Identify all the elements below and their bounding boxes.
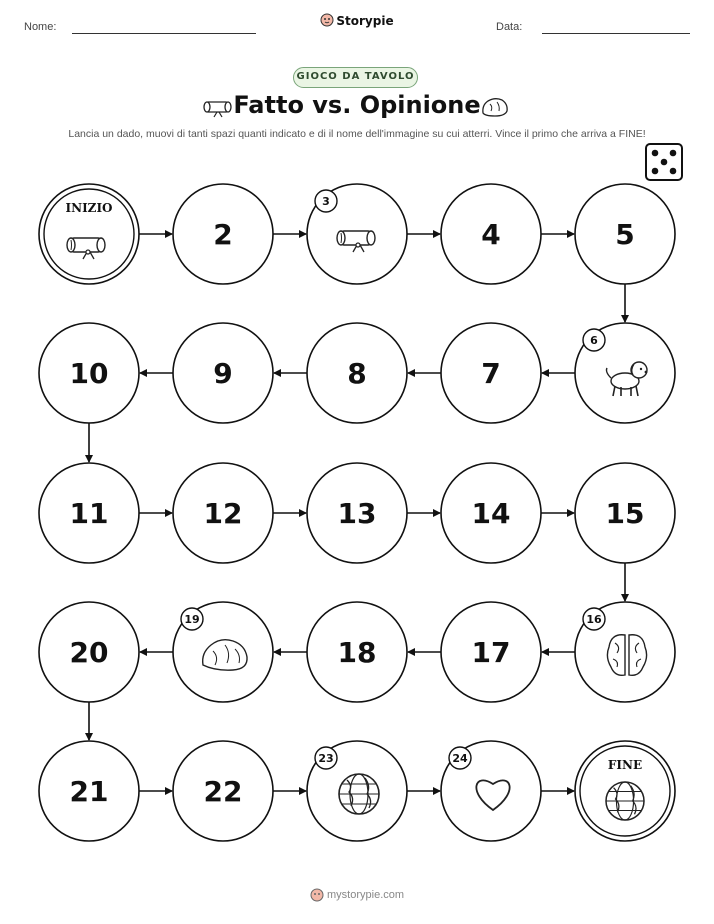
board-space-12 xyxy=(173,463,273,563)
space-number-badge-label: 6 xyxy=(590,334,598,347)
space-number: 4 xyxy=(481,218,501,251)
space-number-badge-label: 19 xyxy=(184,613,200,626)
space-number: 2 xyxy=(213,218,233,251)
storypie-logo-icon xyxy=(310,888,324,902)
board-space-2 xyxy=(173,184,273,284)
board-space-21 xyxy=(39,741,139,841)
space-circle xyxy=(39,184,139,284)
board-space-4 xyxy=(441,184,541,284)
board-space-8 xyxy=(307,323,407,423)
space-number: 7 xyxy=(481,357,501,390)
board-space-1 xyxy=(39,184,139,284)
space-number: 18 xyxy=(337,636,377,669)
board-space-10 xyxy=(39,323,139,423)
board-space-11 xyxy=(39,463,139,563)
space-number-badge-label: 16 xyxy=(586,613,602,626)
board-space-7 xyxy=(441,323,541,423)
space-number: 8 xyxy=(347,357,367,390)
board-space-23 xyxy=(307,741,407,841)
board-space-19 xyxy=(173,602,273,702)
footer xyxy=(0,888,714,902)
space-number: 10 xyxy=(69,357,109,390)
board-space-9 xyxy=(173,323,273,423)
board-space-22 xyxy=(173,741,273,841)
board-space-18 xyxy=(307,602,407,702)
globe-icon xyxy=(339,774,379,814)
instructions: Lancia un dado, muovi di tanti spazi quanti indicato e di il nome dell'immagine su cui atterri. Vince il primo che arriva a FINE! xyxy=(68,128,646,140)
space-number-badge-label: 24 xyxy=(452,752,468,765)
board-space-6 xyxy=(575,323,675,423)
space-label: INIZIO xyxy=(65,201,113,215)
board-space-3 xyxy=(307,184,407,284)
space-number: 13 xyxy=(337,497,377,530)
brand-name: Storypie xyxy=(336,14,394,28)
space-number: 21 xyxy=(69,775,109,808)
space-number: 5 xyxy=(615,218,635,251)
board-space-20 xyxy=(39,602,139,702)
space-number: 22 xyxy=(203,775,243,808)
game-type-badge: GIOCO DA TAVOLO xyxy=(293,67,418,88)
space-number: 12 xyxy=(203,497,243,530)
name-label: Nome: xyxy=(24,21,57,33)
space-number: 14 xyxy=(471,497,511,530)
board-space-13 xyxy=(307,463,407,563)
space-number: 17 xyxy=(471,636,511,669)
space-number: 9 xyxy=(213,357,233,390)
space-number: 20 xyxy=(69,636,109,669)
board-space-5 xyxy=(575,184,675,284)
space-number-badge-label: 23 xyxy=(318,752,334,765)
board-space-17 xyxy=(441,602,541,702)
footer-url: mystorypie.com xyxy=(327,888,405,901)
board-space-14 xyxy=(441,463,541,563)
space-label: FINE xyxy=(607,758,643,772)
board-space-25 xyxy=(575,741,675,841)
board-space-16 xyxy=(575,602,675,702)
space-number: 11 xyxy=(69,497,109,530)
page-title: Fatto vs. Opinione xyxy=(233,91,481,119)
board-space-24 xyxy=(441,741,541,841)
board-space-15 xyxy=(575,463,675,563)
globe-icon xyxy=(606,782,644,820)
date-label: Data: xyxy=(496,21,523,33)
space-number: 15 xyxy=(605,497,645,530)
space-number-badge-label: 3 xyxy=(322,195,330,208)
